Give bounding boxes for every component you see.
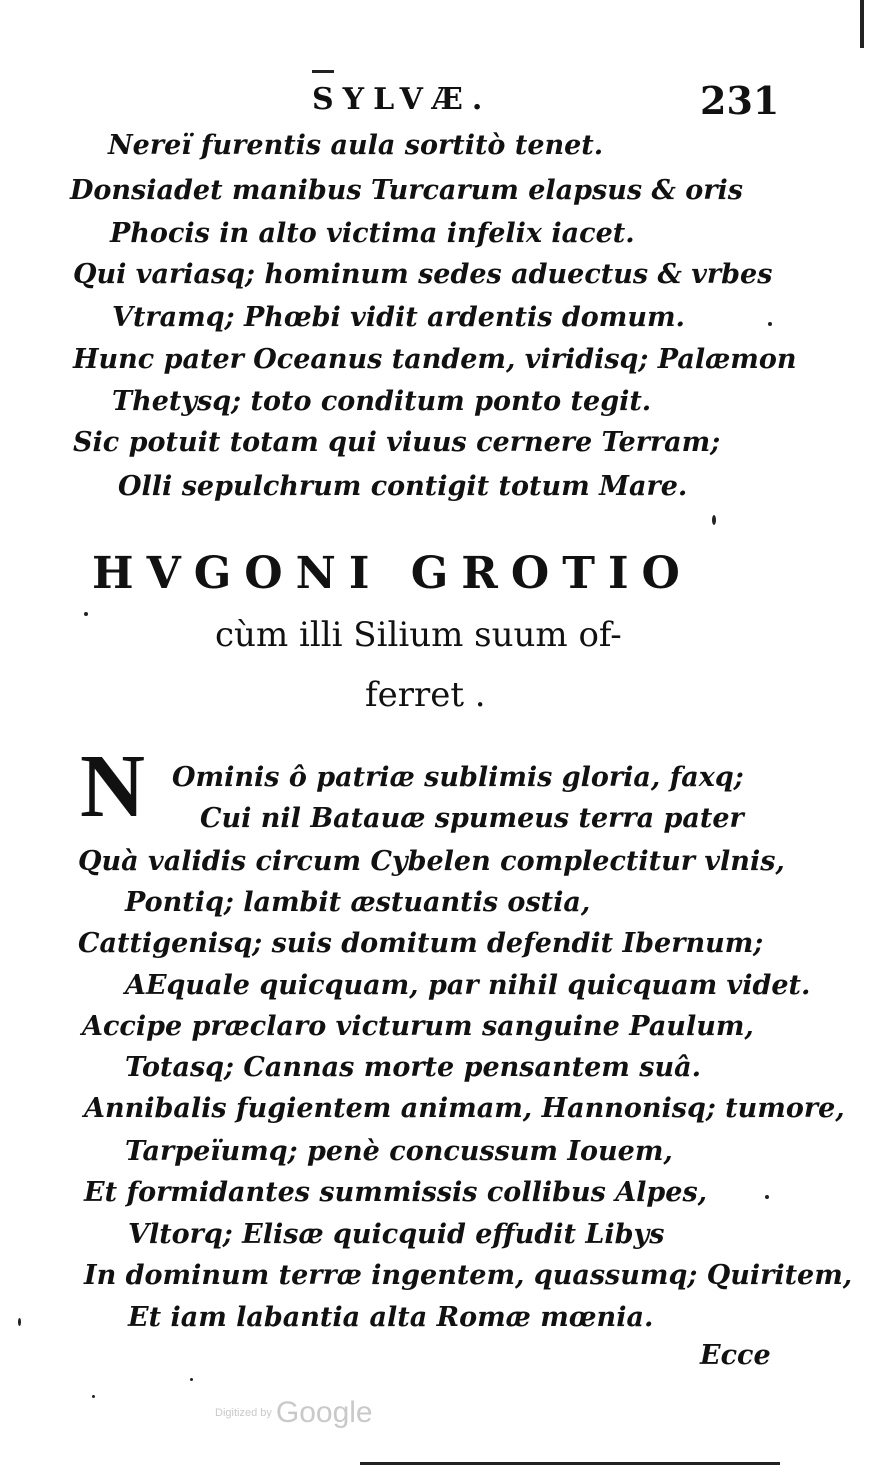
verse-line: Phocis in alto victima infelix iacet.	[110, 218, 635, 249]
verse-line: Olli sepulchrum contigit totum Mare.	[118, 471, 688, 502]
verse-line: Sic potuit totam qui viuus cernere Terram;	[73, 427, 721, 458]
digitized-watermark	[215, 1396, 373, 1430]
verse-line: In dominum terræ ingentem, quassumq; Quiritem,	[84, 1260, 853, 1291]
drop-capital: N	[80, 737, 145, 836]
scan-speck	[712, 515, 716, 525]
verse-line: Cattigenisq; suis domitum defendit Ibernum;	[78, 928, 764, 959]
scan-speck	[92, 1395, 95, 1398]
verse-line: Cui nil Batauæ spumeus terra pater	[200, 803, 744, 834]
running-head: SYLVÆ.	[312, 82, 492, 117]
google-logo: Google	[275, 1396, 373, 1429]
verse-line: Hunc pater Oceanus tandem, viridisq; Palæmon	[73, 344, 797, 375]
poem-subtitle-line-1: cùm illi Silium suum of-	[215, 615, 622, 655]
scan-speck	[765, 1195, 769, 1199]
scan-mark	[312, 70, 334, 73]
scan-speck	[768, 322, 772, 326]
verse-line: Totasq; Cannas morte pensantem suâ.	[125, 1052, 701, 1083]
verse-line: Ominis ô patriæ sublimis gloria, faxq;	[172, 762, 744, 793]
page-number: 231	[700, 78, 780, 123]
verse-line: Thetysq; toto conditum ponto tegit.	[112, 386, 652, 417]
verse-line: Pontiq; lambit æstuantis ostia,	[125, 887, 591, 918]
verse-line: Vltorq; Elisæ quicquid effudit Libys	[128, 1219, 665, 1250]
scan-edge-mark	[860, 0, 864, 48]
verse-line: Tarpeïumq; penè concussum Iouem,	[125, 1136, 673, 1167]
scan-speck	[190, 1378, 193, 1381]
verse-line: Annibalis fugientem animam, Hannonisq; tumore,	[84, 1093, 845, 1124]
poem-title: HVGONI GROTIO	[92, 548, 693, 599]
verse-line: AEquale quicquam, par nihil quicquam videt.	[125, 970, 811, 1001]
verse-line: Vtramq; Phœbi vidit ardentis domum.	[112, 302, 685, 333]
catchword: Ecce	[700, 1340, 771, 1371]
verse-line: Nereï furentis aula sortitò tenet.	[108, 130, 604, 161]
verse-line: Qui variasq; hominum sedes aduectus & vrbes	[73, 259, 773, 290]
verse-line: Accipe præclaro victurum sanguine Paulum,	[82, 1011, 754, 1042]
scan-speck	[18, 1318, 21, 1326]
scan-bottom-edge	[360, 1462, 780, 1465]
watermark-prefix: Digitized by	[215, 1407, 272, 1419]
verse-line: Et formidantes summissis collibus Alpes,	[84, 1177, 708, 1208]
scan-speck	[84, 612, 88, 616]
poem-subtitle-line-2: ferret .	[365, 675, 486, 715]
verse-line: Quà validis circum Cybelen complectitur vlnis,	[78, 846, 785, 877]
verse-line: Et iam labantia alta Romæ mœnia.	[128, 1302, 654, 1333]
verse-line: Donsiadet manibus Turcarum elapsus & oris	[70, 175, 743, 206]
